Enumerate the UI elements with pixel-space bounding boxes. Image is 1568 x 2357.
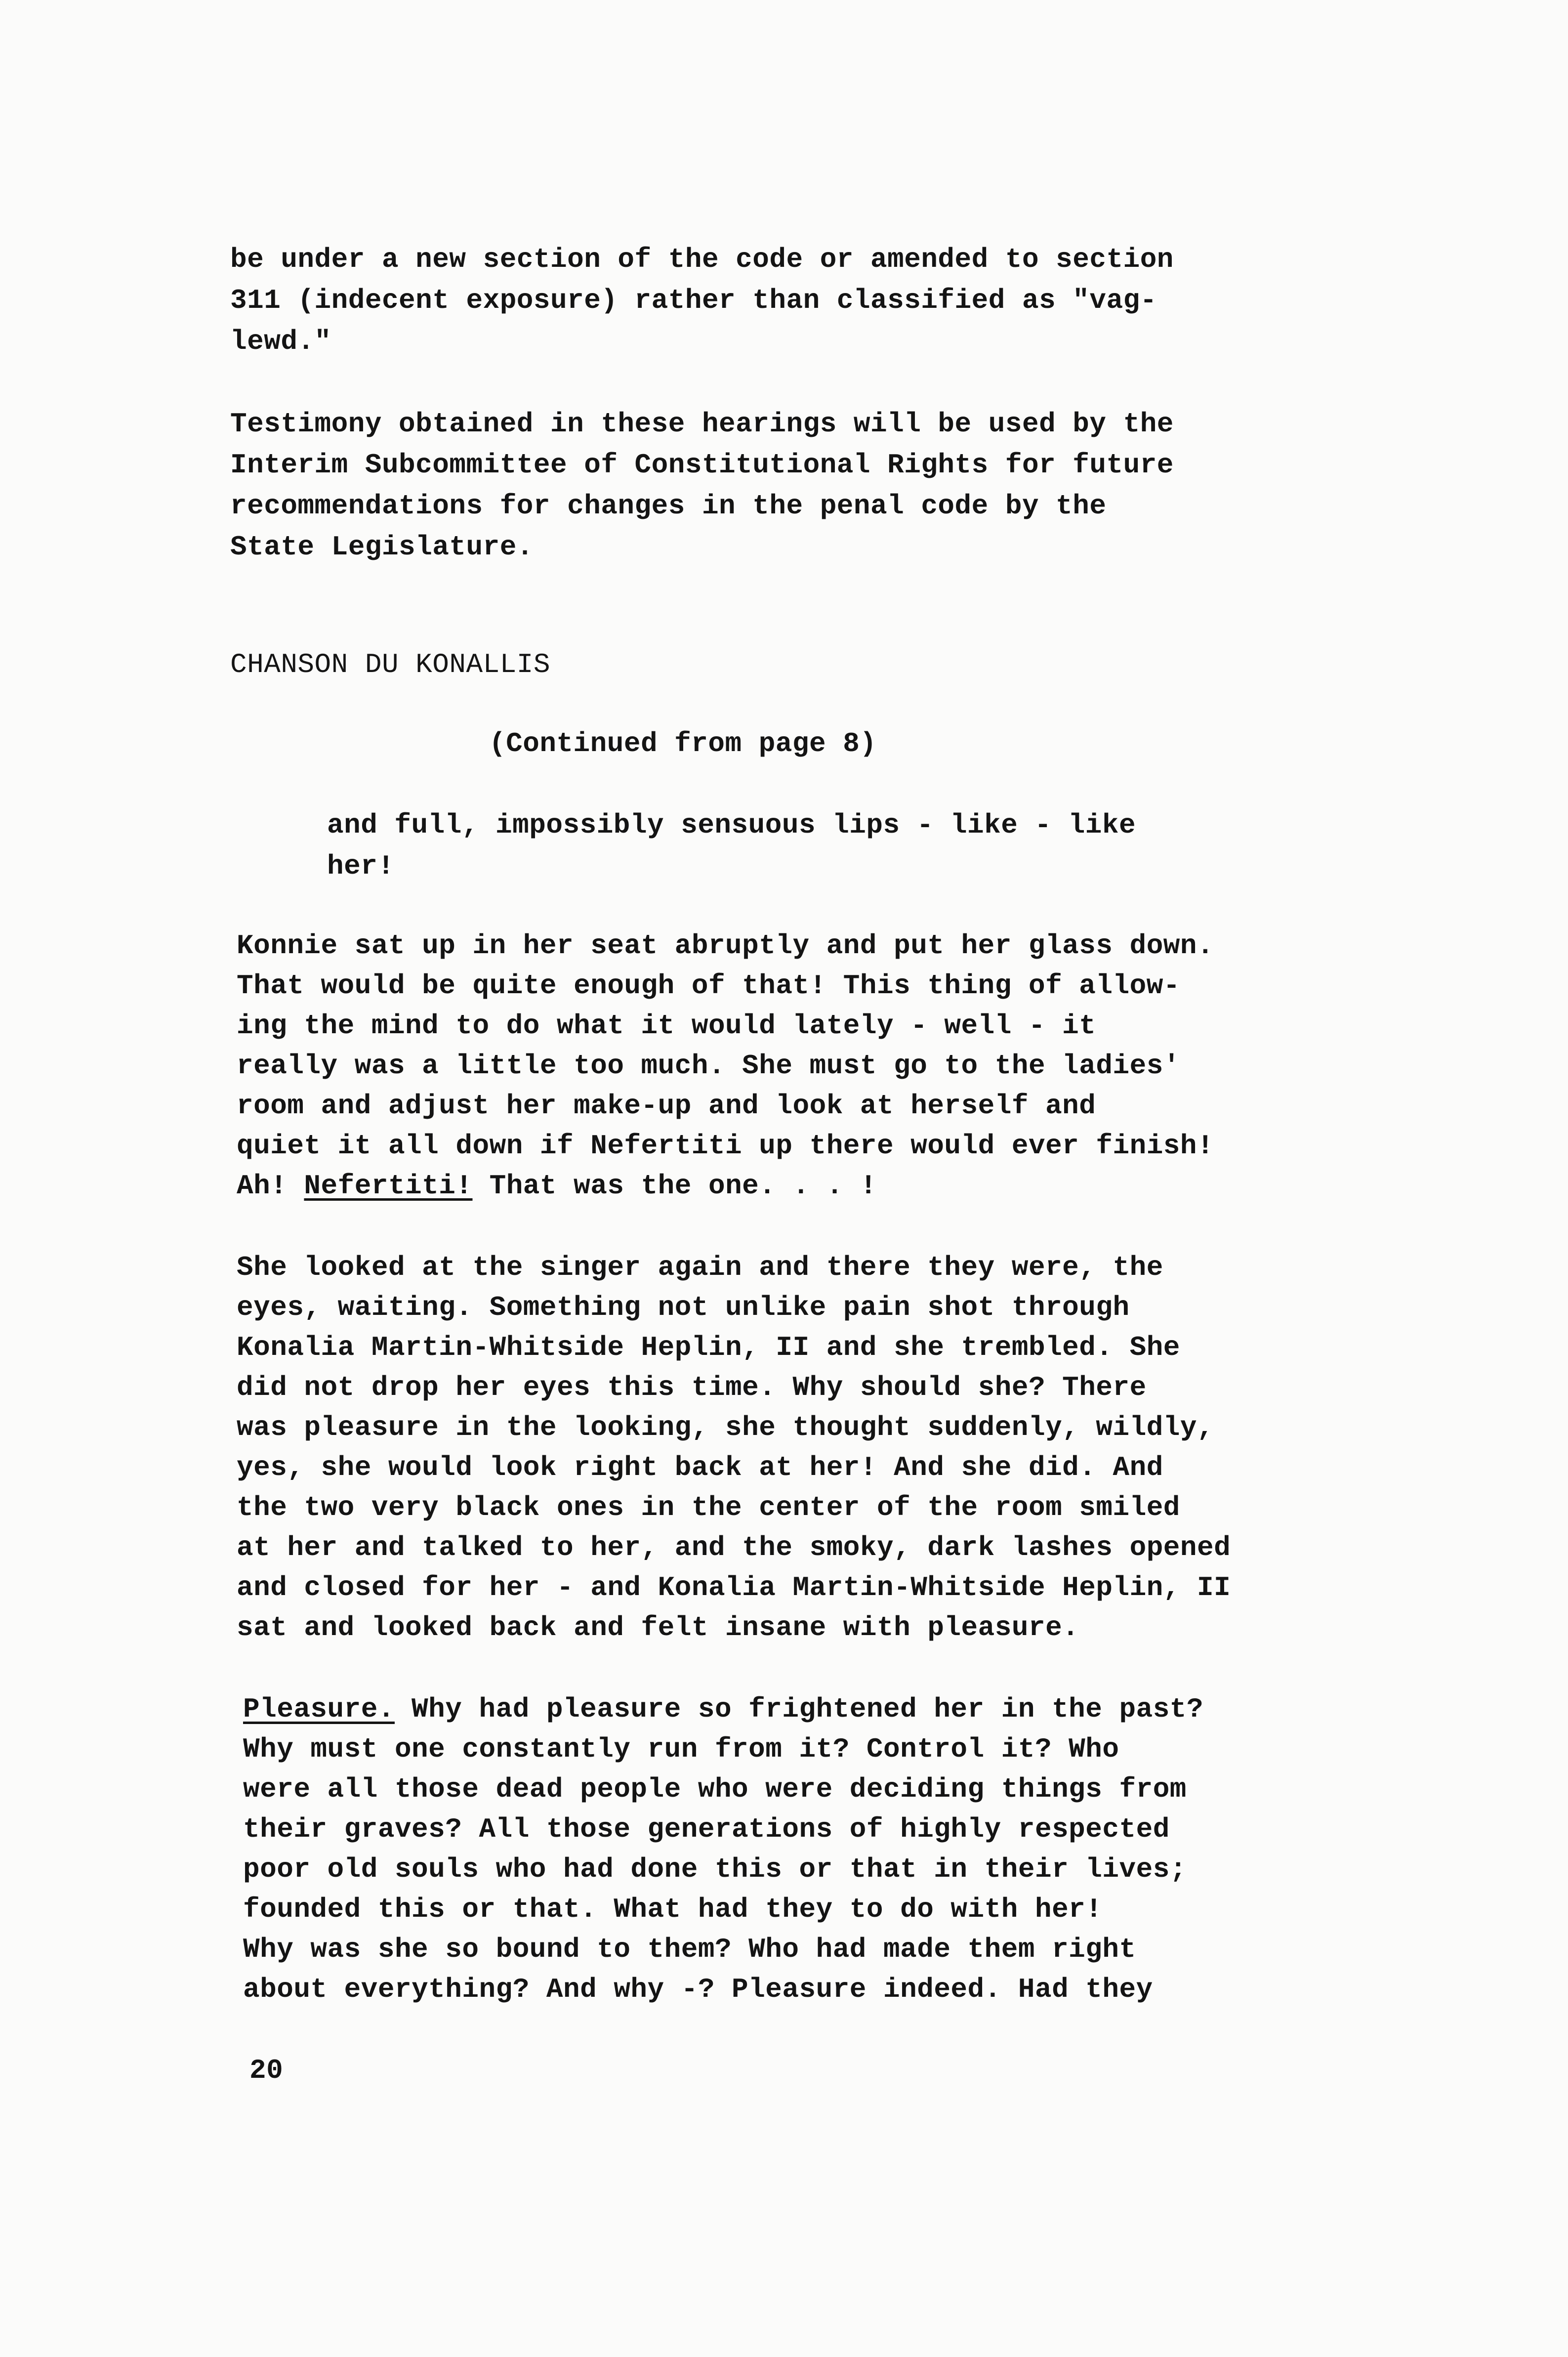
text-line: Konalia Martin-Whitside Heplin, II and she trembled. She [237,1332,1180,1363]
text-line: Why was she so bound to them? Who had made them right [243,1934,1136,1965]
text-line: their graves? All those generations of highly respected [243,1813,1170,1845]
text-line: was pleasure in the looking, she thought suddenly, wildly, [237,1412,1214,1443]
text-line [243,1689,1203,1729]
underlined-word: Pleasure. [243,1693,395,1725]
text-line: really was a little too much. She must go to the ladies' [237,1050,1180,1082]
page-number: 20 [249,2055,284,2086]
section-heading: CHANSON DU KONALLIS [230,649,551,680]
text-line: did not drop her eyes this time. Why should she? There [237,1372,1147,1403]
text-line: That would be quite enough of that! This thing of allow- [237,970,1180,1002]
text-line: about everything? And why -? Pleasure indeed. Had they [243,1974,1153,2005]
text-line: She looked at the singer again and there they were, the [237,1252,1163,1283]
text-line: quiet it all down if Nefertiti up there would ever finish! [237,1130,1214,1162]
text-line: poor old souls who had done this or that in their lives; [243,1853,1187,1885]
text-line: her! [327,850,395,882]
text-line: founded this or that. What had they to do with her! [243,1894,1103,1925]
text-span: That was the one. . . ! [472,1170,877,1202]
text-line: and full, impossibly sensuous lips - like - like [327,809,1136,841]
text-line: recommendations for changes in the penal code by the [230,490,1107,522]
text-line [237,1166,877,1206]
text-line: Konnie sat up in her seat abruptly and put her glass down. [237,930,1214,962]
text-line: lewd." [230,326,331,357]
text-line: Interim Subcommittee of Constitutional Rights for future [230,449,1174,481]
text-line: ing the mind to do what it would lately - well - it [237,1010,1096,1042]
text-span: Ah! [237,1170,304,1202]
text-line: the two very black ones in the center of the room smiled [237,1492,1180,1523]
underlined-word: Nefertiti! [304,1170,473,1202]
text-line: 311 (indecent exposure) rather than classified as "vag- [230,285,1157,316]
text-span: Why had pleasure so frightened her in the past? [394,1693,1204,1725]
text-line: eyes, waiting. Something not unlike pain shot through [237,1292,1130,1323]
text-line: were all those dead people who were deciding things from [243,1773,1187,1805]
text-line: room and adjust her make-up and look at herself and [237,1090,1096,1122]
text-line: and closed for her - and Konalia Martin-Whitside Heplin, II [237,1572,1231,1603]
text-line: at her and talked to her, and the smoky, dark lashes opened [237,1532,1231,1563]
text-line: yes, she would look right back at her! And she did. And [237,1452,1163,1483]
text-line: sat and looked back and felt insane with pleasure. [237,1612,1079,1643]
text-line: be under a new section of the code or amended to section [230,244,1174,275]
continued-note: (Continued from page 8) [489,728,877,759]
text-line: Why must one constantly run from it? Control it? Who [243,1733,1119,1765]
text-line: Testimony obtained in these hearings will be used by the [230,408,1174,440]
text-line: State Legislature. [230,531,534,563]
